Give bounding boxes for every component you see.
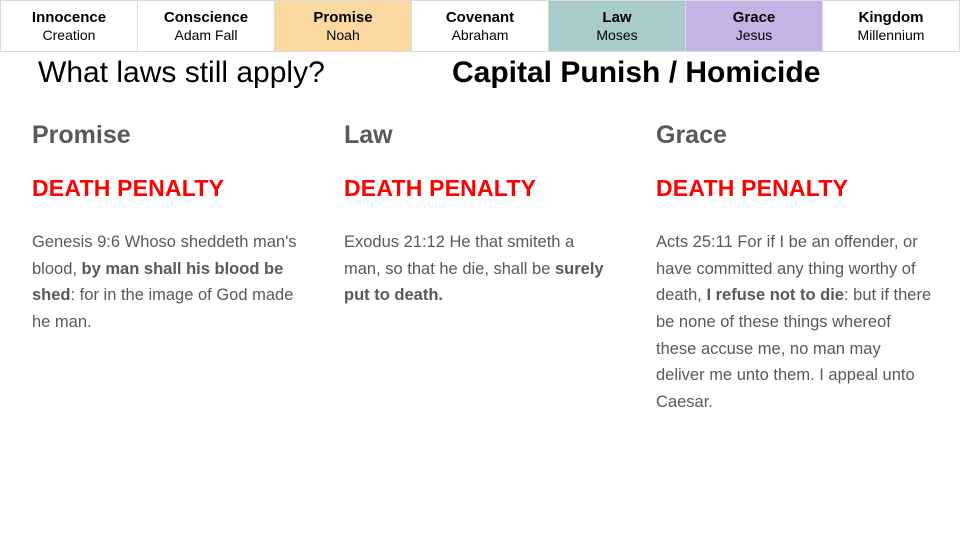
dispensation-sub: Creation: [42, 26, 96, 43]
column-heading: Grace: [656, 121, 727, 149]
column-heading: Promise: [32, 121, 131, 149]
column-law: [344, 122, 644, 416]
dispensation-cell-grace: [686, 0, 823, 52]
dispensation-sub: Abraham: [451, 26, 509, 43]
column-grace: [656, 122, 956, 416]
title-row: [0, 56, 960, 102]
dispensation-sub: Jesus: [735, 26, 773, 43]
dispensation-name: Grace: [732, 9, 776, 27]
question-title: What laws still apply?: [38, 56, 325, 89]
dispensation-cell-promise: [275, 0, 412, 52]
dispensation-cell-law: [549, 0, 686, 52]
column-verdict: DEATH PENALTY: [344, 174, 537, 201]
dispensation-sub: Millennium: [857, 26, 925, 43]
dispensation-columns: [0, 122, 960, 416]
dispensation-sub: Noah: [326, 26, 360, 43]
dispensation-timeline: [0, 0, 960, 52]
dispensation-sub: Moses: [596, 26, 638, 43]
column-scripture: Exodus 21:12 He that smiteth a man, so that he die, shall be surely put to death.: [344, 232, 604, 305]
column-verdict: DEATH PENALTY: [32, 174, 225, 201]
column-scripture: Acts 25:11 For if I be an offender, or have committed any thing worthy of death, I refuse not to die: but if there be none of these things whereof these accuse me, no man may deliver me unto them. I appeal unto Caesar.: [656, 232, 932, 412]
column-scripture: Genesis 9:6 Whoso sheddeth man's blood, by man shall his blood be shed: for in the image of God made he man.: [32, 232, 297, 331]
dispensation-sub: Adam Fall: [174, 26, 238, 43]
dispensation-cell-kingdom: [823, 0, 960, 52]
dispensation-cell-innocence: [0, 0, 138, 52]
dispensation-cell-covenant: [412, 0, 549, 52]
dispensation-name: Covenant: [445, 9, 515, 27]
column-heading: Law: [344, 121, 393, 149]
dispensation-name: Kingdom: [858, 9, 924, 27]
dispensation-name: Law: [602, 9, 632, 27]
dispensation-name: Innocence: [31, 9, 107, 27]
column-promise: [32, 122, 332, 416]
page-title: Capital Punish / Homicide: [452, 56, 821, 89]
dispensation-name: Promise: [313, 9, 373, 27]
dispensation-cell-conscience: [138, 0, 275, 52]
dispensation-name: Conscience: [163, 9, 249, 27]
column-verdict: DEATH PENALTY: [656, 174, 849, 201]
